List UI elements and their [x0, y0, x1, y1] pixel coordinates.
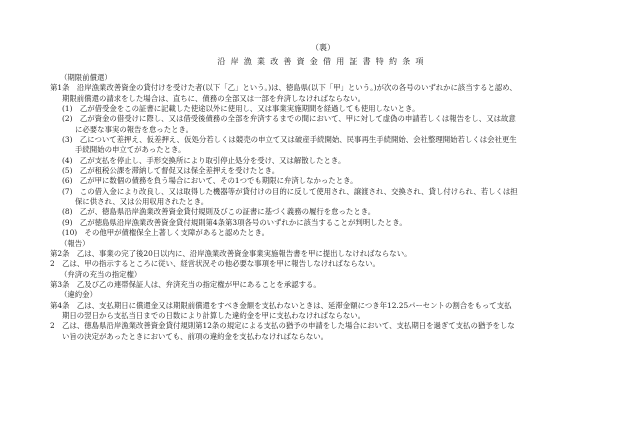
- article-1-item-10: (10) その他甲が債権保全上著しく支障があると認めたとき。: [62, 228, 270, 238]
- article-1-item-3-cont: 手続開始の申立てがあったとき。: [75, 145, 186, 155]
- article-1-item-7: (7) この借入金により改良し、又は取得した機器等が貸付けの目的に反して使用され、譲渡され、交換され、貸し付けられ、若しくは担: [62, 186, 518, 196]
- back-side-label: （裏）: [311, 43, 335, 52]
- article-1-cont: 期限前償還の請求をした場合は、直ちに、債務の全部又は一部を弁済しなければならない。: [62, 93, 366, 103]
- article-1-item-4: (4) 乙が支払を停止し、手形交換所により取引停止処分を受け、又は解散したとき。: [62, 155, 346, 165]
- article-1-item-8: (8) 乙が、徳島県沿岸漁業改善資金貸付規則及びこの証書に基づく義務の履行を怠ったとき。: [62, 207, 376, 217]
- article-2-para-2: 2 乙は、甲の指示するところに従い、経営状況その他必要な事項を甲に報告しなければならない。: [50, 259, 380, 269]
- article-1-item-3: (3) 乙について差押え、仮差押え、仮処分若しくは競売の申立て又は破産手続開始、民事再生手続開始、会社整理開始若しくは会社更生: [62, 135, 517, 145]
- article-1-item-7-cont: 保に供され、又は公用収用されたとき。: [75, 197, 209, 207]
- article-1-item-5: (5) 乙が租税公課を滞納して督促又は保全差押えを受けたとき。: [62, 166, 280, 176]
- article-2: 第2条 乙は、事業の完了後20日以内に、沿岸漁業改善資金事業実施報告書を甲に提出しなければならない。: [50, 248, 412, 258]
- article-4-para-2-cont: い旨の決定があったときにおいても、前項の違約金を支払わなければならない。: [62, 331, 328, 341]
- document-title: 沿岸漁業改善資金借用証書特約条項: [217, 57, 429, 66]
- article-1-item-2-cont: に必要な事実の報告を怠ったとき。: [75, 124, 193, 134]
- article-4: 第4条 乙は、支払期日に償還金又は期限前償還をすべき金額を支払わないときは、延滞金額につき年12.25パーセントの割合をもって支払: [50, 300, 512, 310]
- heading-early-repayment: （期限前償還）: [60, 73, 112, 82]
- heading-report: （報告）: [60, 238, 90, 248]
- article-1-item-9: (9) 乙が徳島県沿岸漁業改善資金貸付規則第4条第3項各号のいずれかに該当することが判明したとき。: [62, 217, 407, 227]
- article-4-cont: 期日の翌日から支払当日までの日数により計算した違約金を甲に支払わなければならない。: [62, 310, 366, 320]
- article-1-item-6: (6) 乙が甲に数個の債務を負う場合において、その1つでも期限に弁済しなかったとき。: [62, 176, 358, 186]
- article-4-para-2: 2 乙は、徳島県沿岸漁業改善資金貸付規則第12条の規定による支払の猶予の申請をした場合において、支払期日を過ぎて支払の猶予をしな: [50, 321, 515, 331]
- article-1-item-1: (1) 乙が借受金をこの証書に記載した使途以外に使用し、又は事業実施期間を経過しても使用しないとき。: [62, 104, 420, 114]
- heading-appropriation: （弁済の充当の指定権）: [60, 269, 142, 279]
- article-1-item-2: (2) 乙が資金の借受けに際し、又は借受後債務の全部を弁済するまでの間において、甲に対して虚偽の申請若しくは報告をし、又は故意: [62, 114, 516, 124]
- article-3: 第3条 乙及び乙の連帯保証人は、弁済充当の指定権が甲にあることを承認する。: [50, 279, 321, 289]
- special-clauses-body: [50, 73, 598, 342]
- heading-penalty: （違約金）: [60, 290, 97, 300]
- article-1: 第1条 沿岸漁業改善資金の貸付けを受けた者(以下「乙」という。)は、徳島県(以下「甲」という。)が次の各号のいずれかに該当すると認め、: [50, 83, 517, 93]
